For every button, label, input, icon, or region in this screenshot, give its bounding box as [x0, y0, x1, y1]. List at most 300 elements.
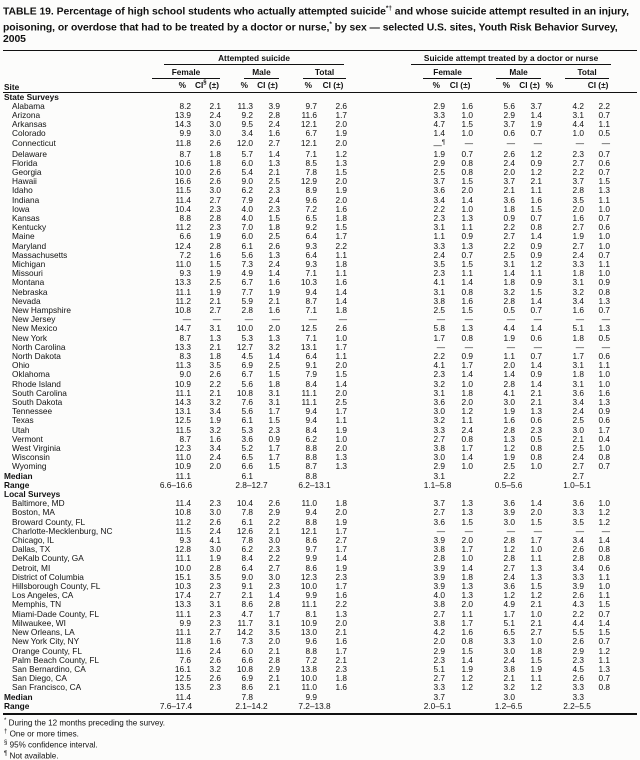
value-cell: — — [182, 314, 191, 325]
value-cell: 2.1 — [503, 185, 516, 196]
value-cell: 0.7 — [530, 304, 543, 315]
value-cell: 12.4 — [174, 240, 191, 251]
value-cell: 1.4 — [461, 194, 474, 205]
gap-cell — [348, 656, 401, 665]
value-cell: 1.6 — [572, 212, 585, 223]
value-cell: 1.7 — [335, 109, 348, 120]
value-cell: 2.1 — [268, 673, 280, 684]
value-cell: 3.6 — [433, 516, 446, 527]
value-cell: 1.1 — [335, 268, 348, 279]
value-cell: 1.1 — [335, 415, 348, 426]
value-cell: 1.5 — [461, 304, 474, 315]
gap-cell — [348, 674, 401, 683]
value-cell: 1.6 — [335, 636, 348, 647]
value-cell: 1.6 — [503, 415, 516, 426]
footnote: § 95% confidence interval. — [4, 739, 98, 750]
value-cell: 8.8 — [305, 452, 317, 463]
value-cell: 11.1 — [175, 553, 191, 564]
value-cell: 11.8 — [175, 636, 191, 647]
value-cell: 3.1 — [572, 378, 585, 389]
value-cell: 3.0 — [209, 507, 221, 518]
value-cell: 4.0 — [433, 590, 446, 601]
value-cell: 13.3 — [174, 277, 191, 288]
value-cell: 0.6 — [598, 415, 611, 426]
site-cell: Nebraska — [12, 286, 48, 297]
value-cell: 11.0 — [175, 258, 191, 269]
value-cell: 3.0 — [268, 571, 280, 582]
col-header-site: Site — [3, 50, 130, 92]
site-cell: Arkansas — [12, 119, 47, 130]
value-cell: 6.6 — [179, 231, 191, 242]
site-cell: Orange County, FL — [12, 645, 82, 656]
value-cell: 1.0 — [530, 461, 543, 472]
value-cell: 6.1 — [241, 415, 253, 426]
gap-cell — [348, 564, 401, 573]
value-cell: 8.4 — [305, 378, 317, 389]
value-cell: 2.8 — [268, 654, 280, 665]
value-cell: 1.5 — [598, 176, 611, 187]
value-cell: 0.8 — [530, 222, 543, 233]
value-cell: 2.1 — [335, 654, 348, 665]
gap-cell — [348, 702, 401, 711]
value-cell: 9.9 — [305, 553, 317, 564]
gap-cell — [348, 297, 401, 306]
ci-header: CI (±) — [318, 79, 348, 93]
value-cell: 1.4 — [598, 617, 611, 628]
subgroup-label: Male — [496, 67, 541, 79]
median-value: 8.8 — [305, 470, 317, 481]
value-cell: 2.7 — [433, 673, 446, 684]
value-cell: 1.5 — [335, 222, 348, 233]
value-cell: 1.8 — [268, 222, 280, 233]
value-cell: 0.8 — [598, 682, 611, 693]
site-cell: Massachusetts — [12, 249, 68, 260]
value-cell: 2.8 — [209, 240, 221, 251]
gap-cell — [348, 251, 401, 260]
gap-cell — [348, 398, 401, 407]
value-cell: 1.7 — [335, 645, 348, 656]
value-cell: 2.8 — [503, 535, 516, 546]
value-cell: 5.3 — [241, 332, 253, 343]
value-cell: 2.0 — [461, 185, 474, 196]
range-row — [3, 702, 637, 711]
value-cell: 8.8 — [305, 516, 317, 527]
value-cell: 3.3 — [433, 682, 446, 693]
value-cell: — — [601, 138, 611, 149]
gap-cell — [348, 637, 401, 646]
value-cell: 9.4 — [305, 415, 317, 426]
value-cell: 1.3 — [461, 498, 474, 509]
value-cell: 10.0 — [300, 673, 317, 684]
site-cell: Colorado — [12, 128, 46, 139]
value-cell: 16.6 — [174, 176, 191, 187]
value-cell: 2.6 — [503, 148, 516, 159]
value-cell: 8.6 — [305, 535, 317, 546]
value-cell: 1.8 — [572, 332, 585, 343]
value-cell: 0.4 — [598, 433, 611, 444]
subgroup-header-male — [474, 65, 543, 79]
value-cell: 9.1 — [305, 360, 317, 371]
value-cell: 1.7 — [268, 608, 280, 619]
range-value: 0.5–5.6 — [494, 479, 523, 490]
value-cell: 6.0 — [241, 157, 253, 168]
site-cell: Florida — [12, 157, 38, 168]
gap-cell — [348, 306, 401, 315]
value-cell: 1.3 — [530, 406, 543, 417]
ci-header: CI (±) — [585, 79, 637, 93]
stat-label: Range — [4, 479, 30, 490]
value-cell: 2.3 — [433, 369, 446, 380]
value-cell: 2.7 — [209, 194, 221, 205]
site-cell: Baltimore, MD — [12, 498, 65, 509]
site-cell: San Francisco, CA — [12, 682, 82, 693]
value-cell: 1.5 — [268, 461, 280, 472]
value-cell: 7.8 — [241, 535, 253, 546]
value-cell: 2.3 — [209, 581, 221, 592]
value-cell: 3.7 — [572, 176, 585, 187]
value-cell: 12.3 — [300, 571, 317, 582]
value-cell: 2.2 — [572, 608, 585, 619]
value-cell: 4.0 — [241, 212, 253, 223]
gap-cell — [348, 214, 401, 223]
ci-header: CI (±) — [516, 79, 543, 93]
value-cell: 2.2 — [433, 203, 446, 214]
value-cell: 1.8 — [461, 387, 474, 398]
gap-cell — [348, 260, 401, 269]
value-cell: 6.6 — [241, 654, 253, 665]
value-cell: 1.6 — [209, 249, 221, 260]
range-value: 6.6–16.6 — [159, 479, 193, 490]
value-cell: 2.3 — [268, 203, 280, 214]
site-cell: New Mexico — [12, 323, 58, 334]
site-cell: DeKalb County, GA — [12, 553, 84, 564]
value-cell: — — [506, 314, 516, 325]
range-value: 7.6–17.4 — [159, 700, 193, 711]
value-cell: 7.3 — [241, 636, 253, 647]
value-cell: 1.9 — [461, 663, 474, 674]
value-cell: 3.3 — [433, 424, 446, 435]
value-cell: 11.2 — [175, 222, 191, 233]
page-title: TABLE 19. Percentage of high school students who actually attempted suicide*† and whose suicide attempt resulted in an injury, poisoning, or overdose that had to be treated by a doctor or nurse,* by sex — selected U.S. sites, Youth Risk Behavior Survey, 2005 — [3, 5, 629, 46]
value-cell: 1.7 — [433, 332, 446, 343]
value-cell: 0.6 — [598, 157, 611, 168]
value-cell: 0.6 — [598, 351, 611, 361]
value-cell: 1.6 — [335, 203, 348, 214]
value-cell: 4.4 — [572, 617, 585, 628]
footnote-symbol: ¶ — [4, 750, 8, 757]
value-cell: 3.2 — [209, 424, 221, 435]
percent-header: % — [222, 79, 254, 93]
value-cell: 1.0 — [335, 433, 348, 444]
value-cell: 1.3 — [530, 571, 543, 582]
value-cell: 2.0 — [335, 360, 348, 371]
value-cell: 0.9 — [530, 157, 543, 168]
value-cell: 2.1 — [268, 645, 280, 656]
value-cell: 2.3 — [572, 654, 585, 665]
value-cell: 2.9 — [572, 645, 585, 656]
gap-cell — [348, 232, 401, 241]
value-cell: 1.6 — [335, 682, 348, 693]
value-cell: 7.8 — [241, 507, 253, 518]
table-head — [3, 50, 637, 92]
value-cell: 6.1 — [241, 516, 253, 527]
site-cell: South Dakota — [12, 397, 63, 408]
value-cell: 16.1 — [174, 663, 191, 674]
gap-cell — [348, 591, 401, 600]
site-cell: Broward County, FL — [12, 516, 86, 527]
value-cell: 5.6 — [503, 100, 516, 111]
site-cell: Dallas, TX — [12, 544, 51, 555]
value-cell: 4.5 — [572, 663, 585, 674]
value-cell: 2.0 — [572, 203, 585, 214]
value-cell: 8.6 — [241, 599, 253, 610]
value-cell: 1.0 — [598, 203, 611, 214]
value-cell: 1.7 — [530, 535, 543, 546]
gap-cell — [348, 472, 401, 481]
value-cell: 3.9 — [503, 507, 516, 518]
value-cell: 1.9 — [335, 424, 348, 435]
value-cell: 1.3 — [503, 433, 516, 444]
value-cell: 4.7 — [433, 119, 446, 130]
value-cell: — — [575, 138, 585, 149]
site-cell: Wyoming — [12, 461, 47, 472]
value-cell: 3.6 — [433, 185, 446, 196]
site-cell: Alabama — [12, 100, 45, 111]
value-cell: 9.3 — [179, 535, 191, 546]
gap-cell — [348, 102, 401, 111]
value-cell: 7.9 — [241, 194, 253, 205]
value-cell: — — [575, 341, 585, 352]
value-cell: 2.5 — [268, 360, 280, 371]
empty-cell — [585, 472, 637, 481]
gap-cell — [348, 120, 401, 129]
value-cell: — — [464, 314, 474, 325]
site-cell: Nevada — [12, 295, 41, 306]
value-cell: 2.1 — [209, 341, 221, 352]
value-cell: 1.2 — [598, 507, 611, 518]
gap-cell — [348, 288, 401, 297]
value-cell: 0.7 — [598, 212, 611, 223]
value-cell: 2.3 — [209, 682, 221, 693]
value-cell: 3.2 — [572, 286, 585, 297]
value-cell: — — [464, 138, 474, 149]
value-cell: 1.1 — [598, 194, 611, 205]
value-cell: 0.7 — [598, 636, 611, 647]
value-cell: 4.4 — [503, 323, 516, 334]
site-cell: New Hampshire — [12, 304, 72, 315]
value-cell: 1.3 — [209, 332, 221, 343]
value-cell: 2.4 — [503, 571, 516, 582]
value-cell: 1.0 — [598, 443, 611, 454]
value-cell: 11.4 — [175, 194, 191, 205]
value-cell: 1.0 — [461, 128, 474, 139]
value-cell: 9.4 — [305, 406, 317, 417]
value-cell: 1.4 — [268, 351, 280, 361]
value-cell: 2.5 — [335, 397, 348, 408]
gap-cell — [348, 407, 401, 416]
value-cell: 1.8 — [209, 157, 221, 168]
value-cell: 1.2 — [503, 443, 516, 454]
gap-cell — [348, 278, 401, 287]
value-cell: 1.2 — [598, 645, 611, 656]
value-cell: 1.6 — [461, 295, 474, 306]
column-gap — [348, 50, 401, 92]
value-cell: 1.4 — [461, 452, 474, 463]
value-cell: 2.7 — [572, 240, 585, 251]
value-cell: 4.2 — [433, 627, 446, 638]
value-cell: 2.3 — [433, 268, 446, 279]
value-cell: 1.1 — [433, 231, 446, 242]
value-cell: 1.6 — [530, 194, 543, 205]
value-cell: 1.0 — [598, 231, 611, 242]
value-cell: 3.4 — [209, 406, 221, 417]
value-cell: 1.3 — [461, 212, 474, 223]
value-cell: 13.8 — [300, 663, 317, 674]
range-value: 2.0–5.1 — [423, 700, 452, 711]
value-cell: 1.1 — [461, 415, 474, 426]
site-cell: Vermont — [12, 433, 43, 444]
table-row — [3, 683, 637, 692]
value-cell: — — [601, 314, 611, 325]
value-cell: 2.6 — [209, 166, 221, 177]
subgroup-label: Male — [244, 67, 279, 79]
gap-cell — [348, 573, 401, 582]
median-value: 3.0 — [503, 691, 516, 702]
value-cell: — — [244, 314, 253, 325]
value-cell: 1.3 — [598, 663, 611, 674]
value-cell: 1.4 — [503, 369, 516, 380]
gap-cell — [348, 269, 401, 278]
value-cell: 11.3 — [175, 360, 191, 371]
value-cell: 4.4 — [572, 119, 585, 130]
value-cell: 6.5 — [503, 627, 516, 638]
value-cell: 1.9 — [209, 286, 221, 297]
value-cell: 3.1 — [433, 222, 446, 233]
value-cell: 9.7 — [305, 100, 317, 111]
value-cell: 10.8 — [236, 387, 253, 398]
value-cell: 2.0 — [335, 443, 348, 454]
table-row — [3, 462, 637, 471]
value-cell: 2.0 — [335, 387, 348, 398]
value-cell: 2.4 — [268, 194, 280, 205]
value-cell: 15.1 — [174, 571, 191, 582]
value-cell: 1.1 — [530, 553, 543, 564]
value-cell: 14.7 — [174, 323, 191, 334]
not-available-mark: ¶ — [441, 139, 446, 146]
value-cell: 1.4 — [335, 295, 348, 306]
value-cell: 2.7 — [572, 461, 585, 472]
value-cell: 7.8 — [305, 166, 317, 177]
value-cell: 10.4 — [174, 203, 191, 214]
value-cell: 10.8 — [236, 663, 253, 674]
group-header-attempted-suicide — [130, 50, 348, 65]
value-cell: 1.4 — [530, 323, 543, 334]
value-cell: 2.3 — [209, 498, 221, 509]
value-cell: 1.9 — [209, 268, 221, 279]
value-cell: 5.7 — [241, 148, 253, 159]
site-cell: South Carolina — [12, 387, 67, 398]
value-cell: 7.6 — [241, 397, 253, 408]
value-cell: 2.5 — [433, 304, 446, 315]
value-cell: 1.3 — [268, 157, 280, 168]
value-cell: 3.9 — [572, 581, 585, 592]
value-cell: 1.4 — [530, 109, 543, 120]
value-cell: 1.4 — [461, 277, 474, 288]
value-cell: 2.1 — [209, 387, 221, 398]
value-cell: 1.5 — [598, 599, 611, 610]
value-cell: 2.4 — [209, 109, 221, 120]
value-cell: 0.8 — [461, 636, 474, 647]
value-cell: 11.5 — [175, 424, 191, 435]
value-cell: 3.6 — [503, 194, 516, 205]
value-cell: 2.1 — [335, 627, 348, 638]
value-cell: — — [533, 138, 543, 149]
value-cell: 12.1 — [300, 138, 317, 149]
value-cell: 6.4 — [305, 249, 317, 260]
value-cell: 4.9 — [241, 268, 253, 279]
value-cell: 1.0 — [598, 268, 611, 279]
value-cell: 10.0 — [174, 166, 191, 177]
value-cell: 1.1 — [335, 249, 348, 260]
value-cell: 2.3 — [433, 654, 446, 665]
median-value: 6.1 — [241, 470, 253, 481]
value-cell: 1.7 — [335, 525, 348, 536]
value-cell: 3.7 — [433, 176, 446, 187]
value-cell: 2.3 — [268, 424, 280, 435]
value-cell: 2.4 — [572, 452, 585, 463]
value-cell: 2.7 — [572, 157, 585, 168]
value-cell: 2.1 — [268, 525, 280, 536]
value-cell: 0.8 — [598, 286, 611, 297]
range-value: 2.1–14.2 — [235, 700, 268, 711]
value-cell: 11.5 — [175, 185, 191, 196]
value-cell: 1.9 — [209, 415, 221, 426]
value-cell: 2.4 — [268, 119, 280, 130]
value-cell: 11.1 — [175, 608, 191, 619]
value-cell: 9.9 — [305, 590, 317, 601]
value-cell: 1.0 — [530, 544, 543, 555]
value-cell: 1.1 — [598, 360, 611, 371]
value-cell: 12.1 — [300, 119, 317, 130]
ci-footnote-mark: § — [203, 79, 207, 86]
value-cell: 4.3 — [572, 599, 585, 610]
value-cell: 5.2 — [241, 443, 253, 454]
value-cell: 1.9 — [335, 185, 348, 196]
site-cell: Missouri — [12, 268, 43, 279]
median-value: 3.7 — [433, 691, 446, 702]
value-cell: 3.4 — [572, 535, 585, 546]
value-cell: 1.5 — [268, 369, 280, 380]
gap-cell — [348, 600, 401, 609]
value-cell: 2.0 — [461, 599, 474, 610]
value-cell: 1.0 — [598, 240, 611, 251]
value-cell: 5.6 — [241, 249, 253, 260]
value-cell: 3.9 — [433, 535, 446, 546]
value-cell: 5.6 — [241, 378, 253, 389]
value-cell: 6.2 — [241, 544, 253, 555]
value-cell: 1.1 — [335, 351, 348, 361]
value-cell: 2.0 — [209, 461, 221, 472]
value-cell: 14.2 — [236, 627, 253, 638]
site-cell: Rhode Island — [12, 378, 61, 389]
value-cell: 1.4 — [503, 268, 516, 279]
value-cell: 5.3 — [241, 424, 253, 435]
value-cell: 1.7 — [268, 443, 280, 454]
value-cell: 2.4 — [572, 249, 585, 260]
site-cell: Michigan — [12, 258, 46, 269]
value-cell: 3.6 — [241, 433, 253, 444]
value-cell: 2.4 — [572, 406, 585, 417]
